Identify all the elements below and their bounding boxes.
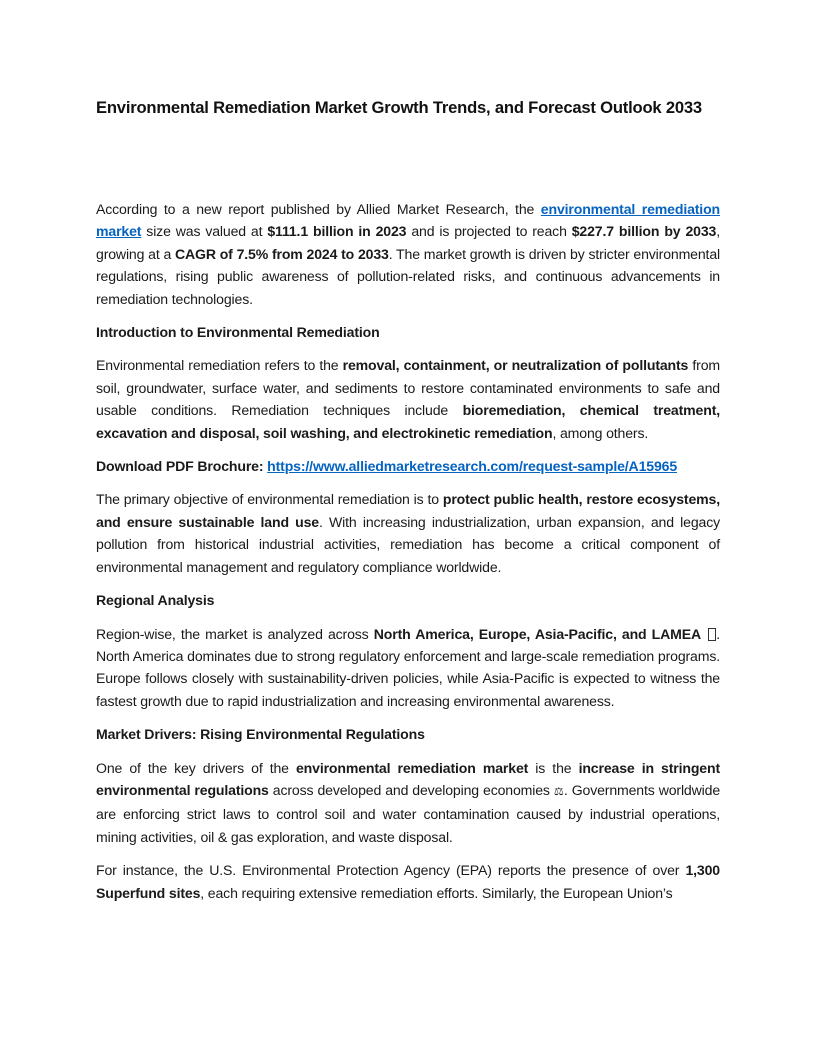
- intro-paragraph: According to a new report published by Allied Market Research, the environmental remediation market size was valued at $111.1 billion in 2023 and is projected to reach $227.7 billion by 2033, growing at a CAGR of 7.5% from 2024 to 2033. The market growth is driven by stricter environmental regulations, rising public awareness of pollution-related risks, and continuous advancements in remediation technologies.: [96, 201, 720, 307]
- drivers-paragraph: One of the key drivers of the environmental remediation market is the increase in stringent environmental regulations across developed and developing economies ⚖. Governments worldwide are enforcing strict laws to control soil and water contamination caused by industrial operations, mining activities, oil & gas exploration, and waste disposal.: [96, 759, 721, 845]
- market-value-2033: $227.7 billion by 2033: [571, 223, 717, 240]
- section-heading-regional: Regional Analysis: [96, 592, 215, 609]
- objective-paragraph: The primary objective of environmental remediation is to protect public health, restore ecosystems, and ensure sustainable land use. With increasing industrialization, urban expansion, and legacy pollution from historical industrial activities, remediation has become a critical component of environmental management and regulatory compliance worldwide.: [96, 491, 721, 575]
- regional-paragraph: Region-wise, the market is analyzed across North America, Europe, Asia-Pacific, and LAMEA . North America dominates due to strong regulatory enforcement and large-scale remediation programs. Europe follows closely with sustainability-driven policies, while Asia-Pacific is expected to witness the fastest growth due to rapid industrialization and increasing environmental awareness.: [96, 625, 720, 709]
- superfund-count: 1,300 Superfund sites: [96, 862, 720, 901]
- balance-scale-icon: ⚖: [553, 784, 564, 798]
- market-report-link[interactable]: environmental remediation market: [96, 201, 720, 240]
- brochure-label: Download PDF Brochure:: [96, 458, 268, 475]
- page-title: Environmental Remediation Market Growth Trends, and Forecast Outlook 2033: [96, 98, 702, 117]
- document-body: [96, 198, 720, 915]
- introduction-paragraph: Environmental remediation refers to the removal, containment, or neutralization of pollutants from soil, groundwater, surface water, and sediments to restore contaminated environments to safe and usable conditions. Remediation techniques include bioremediation, chemical treatment, excavation and disposal, soil washing, and electrokinetic remediation, among others.: [96, 357, 720, 441]
- brochure-link[interactable]: https://www.alliedmarketresearch.com/request-sample/A15965: [267, 458, 678, 475]
- cagr-value: CAGR of 7.5% from 2024 to 2033: [174, 245, 389, 262]
- section-heading-drivers: Market Drivers: Rising Environmental Regulations: [96, 726, 425, 743]
- market-value-2023: $111.1 billion in 2023: [267, 223, 407, 240]
- section-heading-introduction: Introduction to Environmental Remediation: [96, 324, 380, 341]
- instance-paragraph: For instance, the U.S. Environmental Protection Agency (EPA) reports the presence of over 1,300 Superfund sites, each requiring extensive remediation efforts. Similarly, the European Union’s: [96, 862, 720, 901]
- brochure-line: [96, 455, 720, 477]
